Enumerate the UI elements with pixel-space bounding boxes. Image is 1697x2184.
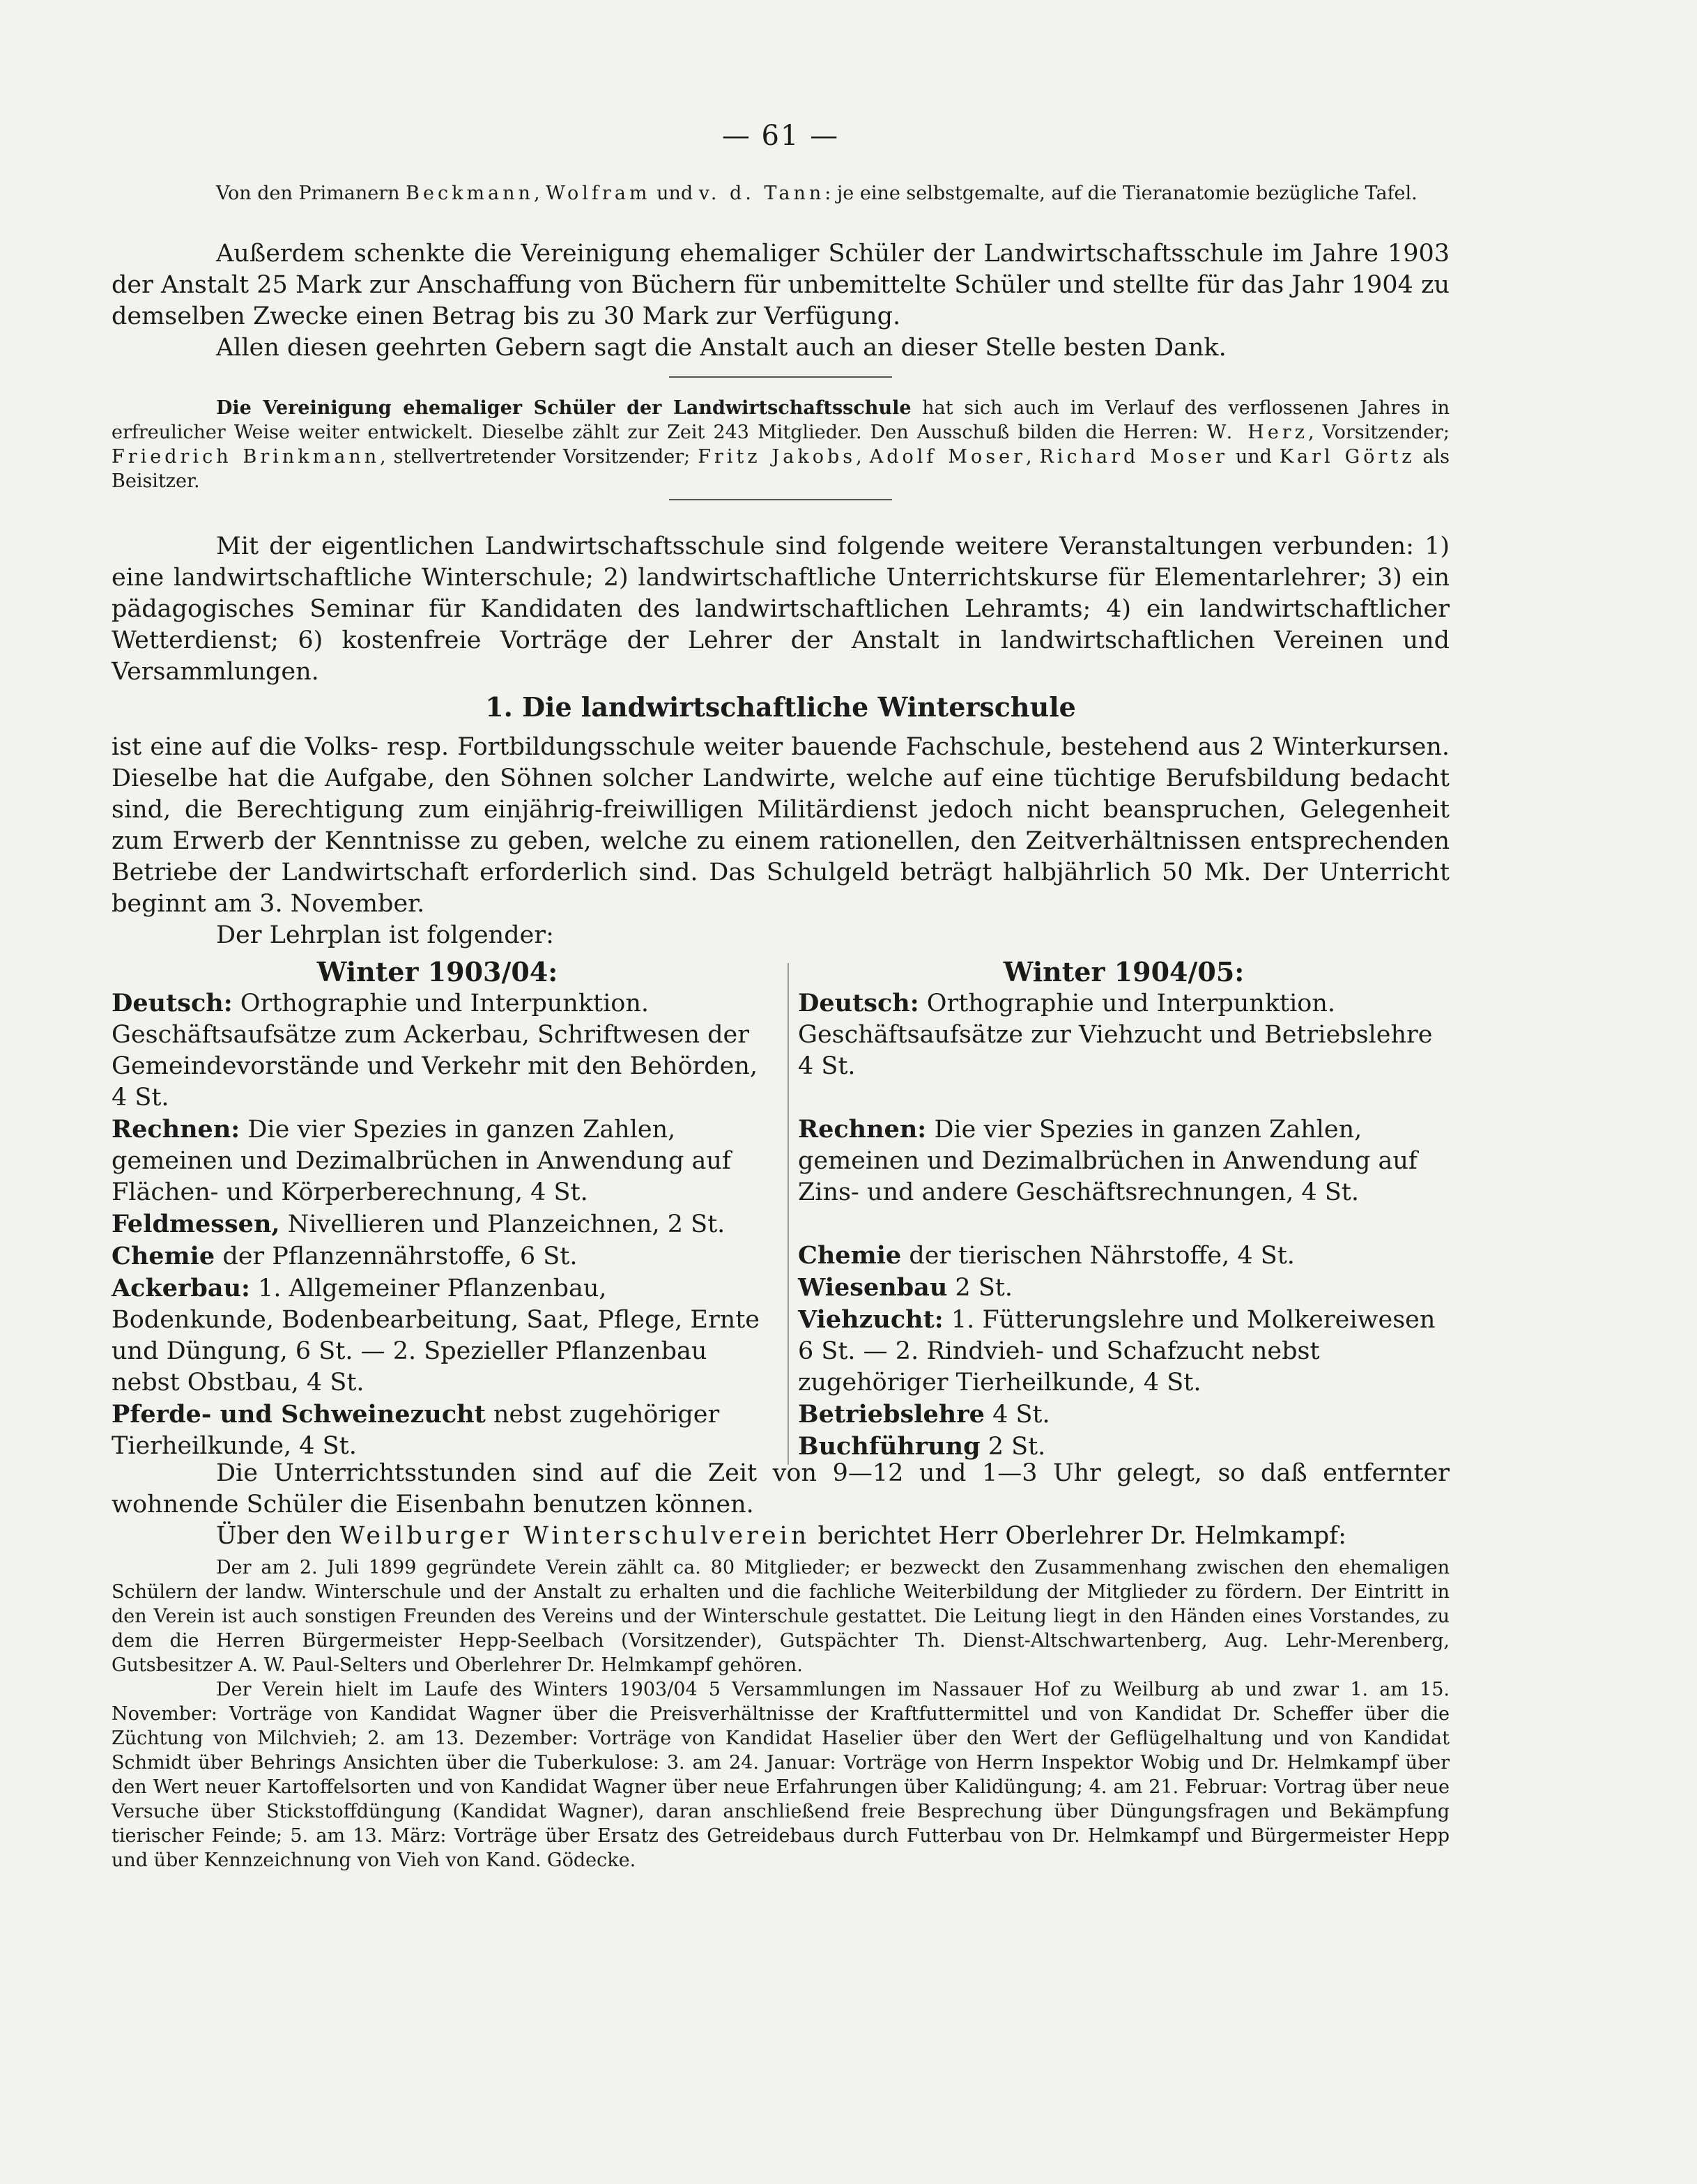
right-item-rechnen (798, 1114, 1450, 1208)
hours-paragraph (112, 1458, 1450, 1552)
institutions-paragraph (112, 531, 1450, 688)
verein-intro (112, 1521, 1450, 1552)
subject-text: nebst zugehöriger Tierheilkunde, 4 St. (112, 1401, 720, 1460)
left-item-feldmessen (112, 1208, 763, 1240)
right-item-chemie (798, 1240, 1450, 1272)
member-jakobs: Fritz Jakobs (698, 446, 857, 468)
right-item-viehzucht (798, 1304, 1450, 1399)
subject-text: 1. Allgemeiner Pflanzenbau, Bodenkunde, Bodenbearbeitung, Saat, Pflege, Ernte und Düngung, 6 St. — 2. Spezieller Pflanzenbau nebst Obstbau, 4 St. (112, 1275, 760, 1397)
subject-text: Die vier Spezies in ganzen Zahlen, gemeinen und Dezimalbrüchen in Anwendung auf Zins- und andere Geschäftsrechnungen, 4 St. (798, 1116, 1418, 1206)
divider-rule (669, 499, 892, 500)
verein-text-1: Der am 2. Juli 1899 gegründete Verein zählt ca. 80 Mitglieder; er bezweckt den Zusammenhang zwischen den ehemaligen Schülern der landw. Winterschule und der Anstalt zu erhalten und die fachliche Weiterbildung der Mitglieder zu fördern. Der Eintritt in den Verein ist auch sonstigen Freunden des Vereins und der Winterschule gestattet. Die Leitung liegt in den Händen eines Vorstandes, zu dem die Herren Bürgermeister Hepp-Seelbach (Vorsitzender), Gutspächter Th. Dienst-Altschwartenberg, Aug. Lehr-Merenberg, Gutsbesitzer A. W. Paul-Selters und Oberlehrer Dr. Helmkampf gehören. (112, 1557, 1450, 1676)
verein-intro-lead: Über den (216, 1522, 332, 1550)
subject-label: Chemie (112, 1242, 215, 1270)
subject-text: der Pflanzennährstoffe, 6 St. (222, 1243, 578, 1270)
verein-report (112, 1555, 1450, 1872)
divider-rule (669, 376, 892, 378)
association-text: hat sich auch im Verlauf des verflossenen Jahres in erfreulicher Weise weiter entwickelt. Dieselbe zählt zur Zeit 243 Mitglieder. Den Ausschuß bilden die Herren: (112, 397, 1450, 443)
association-paragraph (112, 396, 1450, 493)
winterschule-paragraph (112, 732, 1450, 951)
donors-sep: , (533, 183, 540, 204)
subject-label: Ackerbau: (112, 1274, 250, 1302)
right-item-deutsch (798, 987, 1450, 1082)
subject-text: 2 St. (988, 1433, 1046, 1461)
subject-label: Buchführung (798, 1432, 981, 1461)
left-item-pferdezucht (112, 1399, 763, 1462)
hours-text: Die Unterrichtsstunden sind auf die Zeit von 9—12 und 1—3 Uhr gelegt, so daß entfernter wohnende Schüler die Eisenbahn benutzen können. (112, 1459, 1450, 1518)
left-item-ackerbau (112, 1272, 763, 1399)
member-brinkmann: Friedrich Brinkmann (112, 446, 381, 468)
left-column-title: Winter 1903/04: (316, 956, 558, 987)
donors-paragraph (112, 181, 1450, 206)
member-herz: W. Herz (1206, 422, 1308, 443)
verein-text-2: Der Verein hielt im Laufe des Winters 1903/04 5 Versammlungen im Nassauer Hof zu Weilburg ab und zwar 1. am 15. November: Vorträge von Kandidat Wagner über die Preisverhältnisse der Kraftfuttermittel und von Kandidat Dr. Scheffer über die Züchtung von Milchvieh; 2. am 13. Dezember: Vorträge von Kandidat Haselier über den Wert der Geflügelhaltung und von Kandidat Schmidt über Behrings Ansichten über die Tuberkulose: 3. am 24. Januar: Vorträge von Herrn Inspektor Wobig und Dr. Helmkampf über den Wert neuer Kartoffelsorten und von Kandidat Wagner über neue Erfahrungen über Kalidüngung; 4. am 21. Februar: Vortrag über neue Versuche über Stickstoffdüngung (Kandidat Wagner), daran anschließend freie Besprechung über Düngungsfragen und Bekämpfung tierischer Feinde; 5. am 13. März: Vorträge über Ersatz des Getreidebaus durch Futterbau von Dr. Helmkampf und Bürgermeister Hepp und über Kennzeichnung von Vieh von Kand. Gödecke. (112, 1679, 1450, 1871)
left-item-chemie (112, 1240, 763, 1272)
thanks-text: Allen diesen geehrten Gebern sagt die Anstalt auch an dieser Stelle besten Dank. (216, 334, 1227, 362)
column-divider (788, 963, 789, 1465)
gift-paragraph (112, 238, 1450, 364)
association-bold-lead: Die Vereinigung ehemaliger Schüler der Landwirtschaftsschule (216, 397, 912, 419)
right-item-wiesenbau (798, 1272, 1450, 1304)
subject-label: Deutsch: (798, 989, 919, 1017)
subject-label: Rechnen: (798, 1115, 927, 1144)
left-item-rechnen (112, 1114, 763, 1208)
section-heading: 1. Die landwirtschaftliche Winterschule (485, 691, 1076, 723)
subject-text: Orthographie und Interpunktion. Geschäftsaufsätze zur Viehzucht und Betriebslehre 4 St. (798, 990, 1433, 1080)
winterschule-text: ist eine auf die Volks- resp. Fortbildungsschule weiter bauende Fachschule, bestehend aus 2 Winterkursen. Dieselbe hat die Aufgabe, den Söhnen solcher Landwirte, welche auf eine tüchtige Berufsbildung bedacht sind, die Berechtigung zum einjährig-freiwilligen Militärdienst jedoch nicht beanspruchen, Gelegenheit zum Erwerb der Kenntnisse zu geben, welche zu einem rationellen, den Zeitverhältnissen entsprechenden Betriebe der Landwirtschaft erforderlich sind. Das Schulgeld beträgt halbjährlich 50 Mk. Der Unterricht beginnt am 3. November. (112, 733, 1450, 918)
member-adolf-moser: Adolf Moser (869, 446, 1026, 468)
right-column-title: Winter 1904/05: (1003, 956, 1245, 987)
subject-text: der tierischen Nährstoffe, 4 St. (909, 1242, 1295, 1270)
member-richard-moser: Richard Moser (1039, 446, 1228, 468)
left-item-deutsch (112, 987, 763, 1114)
member-herz-role: , Vorsitzender; (1307, 422, 1450, 443)
spacer (798, 1208, 1450, 1240)
subject-label: Viehzucht: (798, 1305, 944, 1334)
donors-and: und (656, 183, 693, 204)
subject-label: Betriebslehre (798, 1400, 985, 1429)
subject-text: 4 St. (992, 1401, 1050, 1429)
member-brinkmann-role: , stellvertretender Vorsitzender; (380, 446, 691, 468)
page-number: — 61 — (721, 120, 840, 152)
member-and: und (1235, 446, 1272, 468)
subject-text: Orthographie und Interpunktion. Geschäftsaufsätze zum Ackerbau, Schriftwesen der Gemeindevorstände und Verkehr mit den Behörden, 4 St. (112, 990, 758, 1112)
spacer (798, 1082, 1450, 1114)
subject-label: Rechnen: (112, 1115, 240, 1144)
subject-label: Pferde- und Schweinezucht (112, 1400, 486, 1429)
left-column-winter-1903 (112, 956, 763, 1462)
subject-text: Die vier Spezies in ganzen Zahlen, gemeinen und Dezimalbrüchen in Anwendung auf Flächen- und Körperberechnung, 4 St. (112, 1116, 731, 1206)
gift-text: Außerdem schenkte die Vereinigung ehemaliger Schüler der Landwirtschaftsschule im Jahre 1903 der Anstalt 25 Mark zur Anschaffung von Büchern für unbemittelte Schüler und stellte für das Jahr 1904 zu demselben Zwecke einen Betrag bis zu 30 Mark zur Verfügung. (112, 240, 1450, 330)
donor-name-tann: v. d. Tann (698, 183, 825, 204)
verein-intro-rest: berichtet Herr Oberlehrer Dr. Helmkampf: (817, 1522, 1346, 1550)
member-goertz-role: als Beisitzer. (112, 446, 1450, 492)
subject-label: Chemie (798, 1241, 902, 1270)
subject-label: Wiesenbau (798, 1273, 948, 1302)
donors-lead: Von den Primanern (216, 183, 400, 204)
subject-text: Nivellieren und Planzeichnen, 2 St. (287, 1210, 725, 1238)
member-goertz: Karl Görtz (1279, 446, 1415, 468)
verein-name: Weilburger Winterschulverein (339, 1522, 811, 1550)
lehrplan-intro: Der Lehrplan ist folgender: (216, 921, 554, 949)
donors-rest: : je eine selbstgemalte, auf die Tieranatomie bezügliche Tafel. (824, 183, 1418, 204)
donor-name-beckmann: Beckmann (406, 183, 534, 204)
subject-text: 2 St. (955, 1274, 1013, 1302)
member-sep: , (1025, 446, 1032, 468)
subject-label: Deutsch: (112, 989, 233, 1017)
donor-name-wolfram: Wolfram (546, 183, 651, 204)
member-sep: , (856, 446, 862, 468)
subject-label: Feldmessen, (112, 1210, 280, 1238)
right-column-winter-1904 (798, 956, 1450, 1463)
subject-text: 1. Fütterungslehre und Molkereiwesen 6 St. — 2. Rindvieh- und Schafzucht nebst zugehöriger Tierheilkunde, 4 St. (798, 1306, 1436, 1397)
institutions-text: Mit der eigentlichen Landwirtschaftsschule sind folgende weitere Veranstaltungen verbunden: 1) eine landwirtschaftliche Winterschule; 2) landwirtschaftliche Unterrichtskurse für Elementarlehrer; 3) ein pädagogisches Seminar für Kandidaten des landwirtschaftlichen Lehramts; 4) ein landwirtschaftlicher Wetterdienst; 6) kostenfreie Vorträge der Lehrer der Anstalt in landwirtschaftlichen Vereinen und Versammlungen. (112, 532, 1450, 686)
right-item-betriebslehre (798, 1399, 1450, 1431)
